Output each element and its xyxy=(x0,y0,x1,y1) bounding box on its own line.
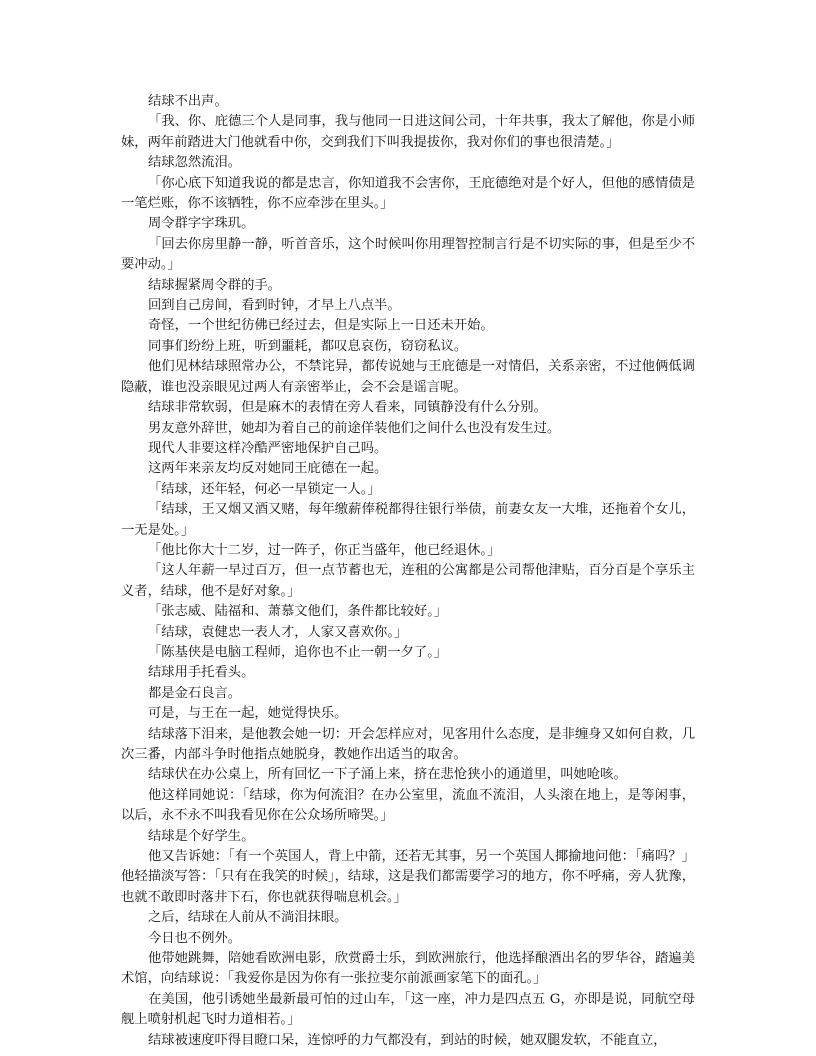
paragraph: 「你心底下知道我说的都是忠言，你知道我不会害你，王庇德绝对是个好人，但他的感情债是一笔烂账，你不该牺牲，你不应牵涉在里头。」 xyxy=(121,175,695,212)
paragraph: 结球忽然流泪。 xyxy=(148,155,242,171)
paragraph: 「他比你大十二岁，过一阵子，你正当盛年，他已经退休。」 xyxy=(148,542,501,558)
paragraph: 奇怪，一个世纪彷佛已经过去，但是实际上一日还未开始。 xyxy=(148,318,494,334)
paragraph: 结球握紧周令群的手。 xyxy=(148,277,281,293)
paragraph: 结球是个好学生。 xyxy=(148,828,255,844)
paragraph: 结球非常软弱，但是麻木的表情在旁人看来，同镇静没有什么分别。 xyxy=(148,400,547,416)
paragraph: 结球用手托看头。 xyxy=(148,665,255,681)
paragraph: 「这人年薪一早过百万，但一点节蓄也无，连租的公寓都是公司帮他津贴，百分百是个享乐主义者，结球，他不是好对象。」 xyxy=(121,563,695,599)
paragraph: 「我、你、庇德三个人是同事，我与他同一日进这间公司，十年共事，我太了解他，你是小师妹，两年前踏进大门他就看中你，交到我们下叫我提拔你，我对你们的事也很清楚。」 xyxy=(121,114,695,150)
paragraph: 「结球，袁健忠一表人才，人家又喜欢你。」 xyxy=(148,624,408,640)
paragraph: 他这样同她说：「结球，你为何流泪？在办公室里，流血不流泪，人头滚在地上，是等闲事，以后，永不永不叫我看见你在公众场所啼哭。」 xyxy=(121,787,695,824)
paragraph: 之后，结球在人前从不淌泪抹眼。 xyxy=(148,910,348,926)
paragraph: 结球伏在办公桌上，所有回忆一下子涌上来，挤在悲怆狭小的通道里，叫她呛咳。 xyxy=(148,767,627,783)
document-page xyxy=(121,92,695,1051)
paragraph: 结球落下泪来，是他教会她一切：开会怎样应对，见客用什么态度，是非缠身又如何自救，几次三番，内部斗争时他指点她脱身，教她作出适当的取舍。 xyxy=(121,726,695,762)
paragraph: 他们见林结球照常办公，不禁诧异，都传说她与王庇德是一对情侣，关系亲密，不过他俩低调隐蔽，谁也没亲眼见过两人有亲密举止，会不会是谣言呢。 xyxy=(121,359,695,395)
paragraph: 今日也不例外。 xyxy=(148,930,242,946)
paragraph: 这两年来亲友均反对她同王庇德在一起。 xyxy=(148,461,388,477)
paragraph: 「张志威、陆福和、萧慕文他们，条件都比较好。」 xyxy=(148,604,448,620)
paragraph: 周令群字字珠玑。 xyxy=(148,216,255,232)
paragraph: 「结球，还年轻，何必一早锁定一人。」 xyxy=(148,481,381,497)
paragraph: 在美国，他引诱她坐最新最可怕的过山车，「这一座，冲力是四点五 G，亦即是说，同航空母舰上喷射机起飞时力道相若。」 xyxy=(121,991,695,1028)
paragraph: 结球不出声。 xyxy=(148,94,228,109)
paragraph: 回到自己房间，看到时钟，才早上八点半。 xyxy=(148,298,401,314)
paragraph: 「结球，王又烟又酒又赌，每年缴薪俸税都得往银行举债，前妻女友一大堆，还拖着个女儿，一无是处。」 xyxy=(121,502,695,538)
paragraph: 男友意外辞世，她却为着自己的前途佯装他们之间什么也没有发生过。 xyxy=(148,420,561,436)
paragraph: 「陈基侠是电脑工程师，追你也不止一朝一夕了。」 xyxy=(148,644,448,660)
paragraph: 他又告诉她：「有一个英国人，背上中箭，还若无其事，另一个英国人揶揄地问他：「痛吗？」他轻描淡写答：「只有在我笑的时候」，结球，这是我们都需要学习的地方，你不呼痛，旁人犹豫，也就不敢即时落井下石，你也就获得喘息机会。」 xyxy=(121,849,695,905)
paragraph: 「回去你房里静一静，听首音乐，这个时候叫你用理智控制言行是不切实际的事，但是至少不要冲动。」 xyxy=(121,236,695,273)
paragraph: 结球被速度吓得目瞪口呆，连惊呼的力气都没有，到站的时候，她双腿发软，不能直立， xyxy=(148,1032,667,1048)
paragraph: 现代人非要这样冷酷严密地保护自己吗。 xyxy=(148,440,388,456)
paragraph: 同事们纷纷上班，听到噩耗，都叹息哀伤，窃窃私议。 xyxy=(148,338,468,354)
paragraph: 可是，与王在一起，她觉得快乐。 xyxy=(148,706,348,722)
paragraph: 他带她跳舞，陪她看欧洲电影，欣赏爵士乐，到欧洲旅行，他选择酿酒出名的罗华谷，踏遍美术馆，向结球说：「我爱你是因为你有一张拉斐尔前派画家笔下的面孔。」 xyxy=(121,951,695,987)
paragraph: 都是金石良言。 xyxy=(148,685,242,701)
